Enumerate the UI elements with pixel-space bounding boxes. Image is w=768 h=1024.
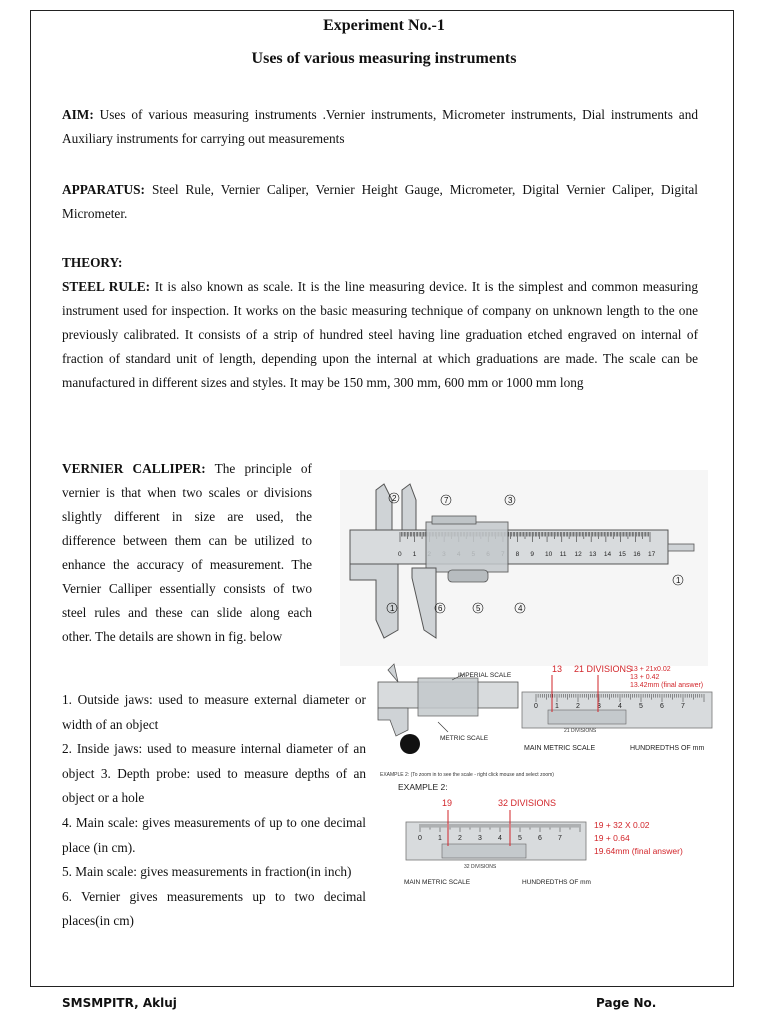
scale-number: 4 (498, 835, 502, 842)
ex1-hundredths-label: HUNDREDTHS OF mm (630, 745, 705, 752)
vernier-caliper-figure (340, 470, 708, 666)
metric-scale-label: METRIC SCALE (440, 735, 489, 742)
callout-number: 5 (476, 604, 481, 613)
vernier-label: VERNIER CALLIPER: (62, 461, 206, 476)
example2-heading: EXAMPLE 2: (398, 782, 448, 792)
scale-number: 12 (574, 551, 582, 558)
zoom-note: EXAMPLE 2: (To zoom in to see the scale - right click mouse and select zoom) (380, 772, 554, 778)
aim-text: Uses of various measuring instruments .Vernier instruments, Micrometer instruments, Dial instruments and Auxiliary instruments for carrying out measurements (62, 107, 698, 146)
scale-number: 4 (618, 703, 622, 710)
scale-number: 14 (603, 551, 612, 558)
ex2-calc-line: 19 + 0.64 (594, 833, 630, 843)
scale-number: 15 (618, 551, 626, 558)
callout-number: 1 (390, 604, 395, 613)
apparatus-section (62, 178, 698, 226)
scale-number: 7 (558, 835, 562, 842)
callout-number: 6 (438, 604, 443, 613)
page-subtitle: Uses of various measuring instruments (251, 50, 517, 67)
vernier-reading-drawing (368, 660, 724, 892)
scale-number: 10 (545, 551, 553, 558)
scale-number: 1 (412, 551, 417, 558)
scale-number: 3 (597, 703, 601, 710)
ex1-divisions: 21 DIVISIONS (574, 664, 633, 674)
ex2-calc-line: 19.64mm (final answer) (594, 846, 683, 856)
ex1-main-scale-label: MAIN METRIC SCALE (524, 745, 596, 752)
scale-number: 6 (538, 835, 542, 842)
scale-number: 3 (478, 835, 482, 842)
scale-number: 16 (633, 551, 641, 558)
vernier-caliper-drawing (340, 470, 708, 666)
scale-number: 9 (530, 551, 534, 558)
aim-section (62, 103, 698, 151)
scale-number: 5 (639, 703, 643, 710)
ex2-main-reading: 19 (442, 798, 453, 808)
scale-number: 6 (660, 703, 664, 710)
steel-rule-text: It is also known as scale. It is the line measuring device. It is the simplest and common measuring instrument used for inspection. It works on the basic measuring technique of company on unknown length to the one previously calibrated. It consists of a strip of hundred steel having line graduation etched engraved on internal of fraction of standard unit of length, depending upon the internal at which graduations are made. The scale can be manufactured in different sizes and styles. It may be 150 mm, 300 mm, 600 mm or 1000 mm long (62, 279, 698, 390)
scale-number: 0 (534, 703, 538, 710)
ex1-calc-line: 13 + 0.42 (630, 674, 660, 681)
ex2-divisions: 32 DIVISIONS (498, 798, 557, 808)
scale-number: 5 (518, 835, 522, 842)
scale-number: 1 (555, 703, 559, 710)
footer-page-number: Page No. (596, 996, 657, 1010)
list-item: 1. Outside jaws: used to measure external diameter or width of an object (62, 692, 366, 732)
scale-number: 17 (648, 551, 656, 558)
ex2-hundredths-label: HUNDREDTHS OF mm (522, 879, 591, 886)
page-title: Experiment No.-1 (323, 17, 445, 34)
scale-number: 1 (438, 835, 442, 842)
ex2-calc-line: 19 + 32 X 0.02 (594, 820, 650, 830)
scale-number: 11 (559, 551, 567, 558)
steel-rule-label: STEEL RULE: (62, 279, 151, 294)
footer-institute: SMSMPITR, Akluj (62, 996, 177, 1010)
theory-heading: THEORY: (62, 255, 123, 270)
scale-number: 0 (398, 551, 402, 558)
scale-number: 0 (418, 835, 422, 842)
list-item: 5. Main scale: gives measurements in fraction(in inch) (62, 864, 352, 880)
ex2-main-scale-label: MAIN METRIC SCALE (404, 879, 471, 886)
callout-number: 1 (676, 576, 681, 585)
list-item: 4. Main scale: gives measurements of up to one decimal place (in cm). (62, 814, 366, 855)
imperial-scale-label: IMPERIAL SCALE (458, 672, 512, 679)
callout-number: 7 (444, 496, 449, 505)
ex1-main-reading: 13 (552, 664, 563, 674)
callout-number: 2 (392, 494, 397, 503)
apparatus-text: Steel Rule, Vernier Caliper, Vernier Height Gauge, Micrometer, Digital Vernier Caliper, Digital Micrometer. (62, 182, 698, 221)
ex1-calc-line: 13.42mm (final answer) (630, 682, 704, 689)
vernier-reading-figure (368, 660, 724, 892)
apparatus-label: APPARATUS: (62, 182, 145, 197)
list-item: 6. Vernier gives measurements up to two decimal places(in cm) (62, 888, 366, 929)
scale-number: 13 (589, 551, 597, 558)
scale-number: 8 (515, 551, 520, 558)
vernier-text: The principle of vernier is that when two scales or divisions slightly different in size are used, the difference between them can be utilized to enhance the accuracy of measurement. The Vernier Calliper essentially consists of two steel rules and these can slide along each other. The details are shown in fig. below (62, 461, 312, 644)
aim-label: AIM: (62, 107, 94, 122)
scale-number: 2 (458, 835, 462, 842)
list-item: 2. Inside jaws: used to measure internal diameter of an object 3. Depth probe: used to measure depths of an object or a hole (62, 741, 366, 806)
callout-number: 3 (508, 496, 513, 505)
measured-object (400, 734, 420, 754)
parts-list (62, 688, 366, 934)
theory-section (62, 251, 698, 395)
vernier-section (62, 457, 312, 649)
ex1-vernier-tag: 21 DIVISIONS (564, 728, 597, 734)
ex2-vernier-tag: 32 DIVISIONS (464, 864, 497, 870)
scale-number: 7 (681, 703, 685, 710)
scale-number: 2 (576, 703, 580, 710)
callout-number: 4 (518, 604, 523, 613)
ex1-calc-line: 13 + 21x0.02 (630, 666, 671, 673)
